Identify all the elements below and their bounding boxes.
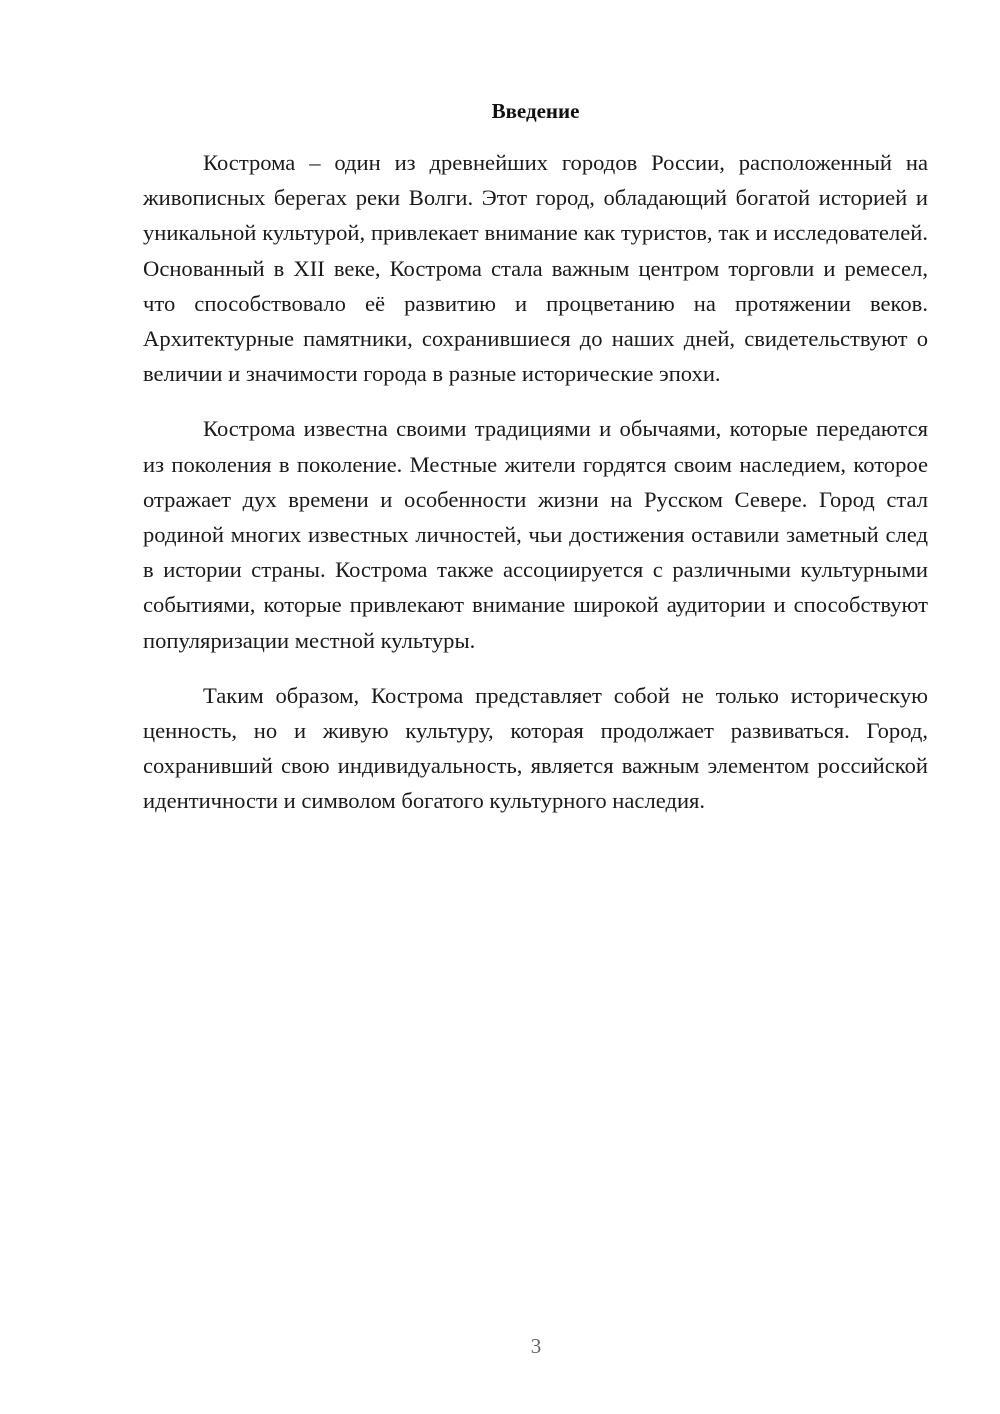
- paragraph-2: Кострома известна своими традициями и обычаями, которые передаются из поколения в поколение. Местные жители гордятся своим наследием, которое отражает дух времени и особенности жизни на Русском Севере. Город стал родиной многих известных личностей, чьи достижения оставили заметный след в истории страны. Кострома также ассоциируется с различными культурными событиями, которые привлекают внимание широкой аудитории и способствуют популяризации местной культуры.: [143, 416, 928, 653]
- section-title: Введение: [491, 99, 580, 123]
- page-content: [143, 95, 928, 819]
- page-number: 3: [530, 1334, 542, 1358]
- paragraph-3: Таким образом, Кострома представляет собой не только историческую ценность, но и живую культуру, которая продолжает развиваться. Город, сохранивший свою индивидуальность, является важным элементом российской идентичности и символом богатого культурного наследия.: [143, 682, 928, 814]
- paragraph-1: Кострома – один из древнейших городов России, расположенный на живописных берегах реки Волги. Этот город, обладающий богатой историей и уникальной культурой, привлекает внимание как туристов, так и исследователей. Основанный в XII веке, Кострома стала важным центром торговли и ремесел, что способствовало её развитию и процветанию на протяжении веков. Архитектурные памятники, сохранившиеся до наших дней, свидетельствуют о величии и значимости города в разные исторические эпохи.: [143, 150, 928, 387]
